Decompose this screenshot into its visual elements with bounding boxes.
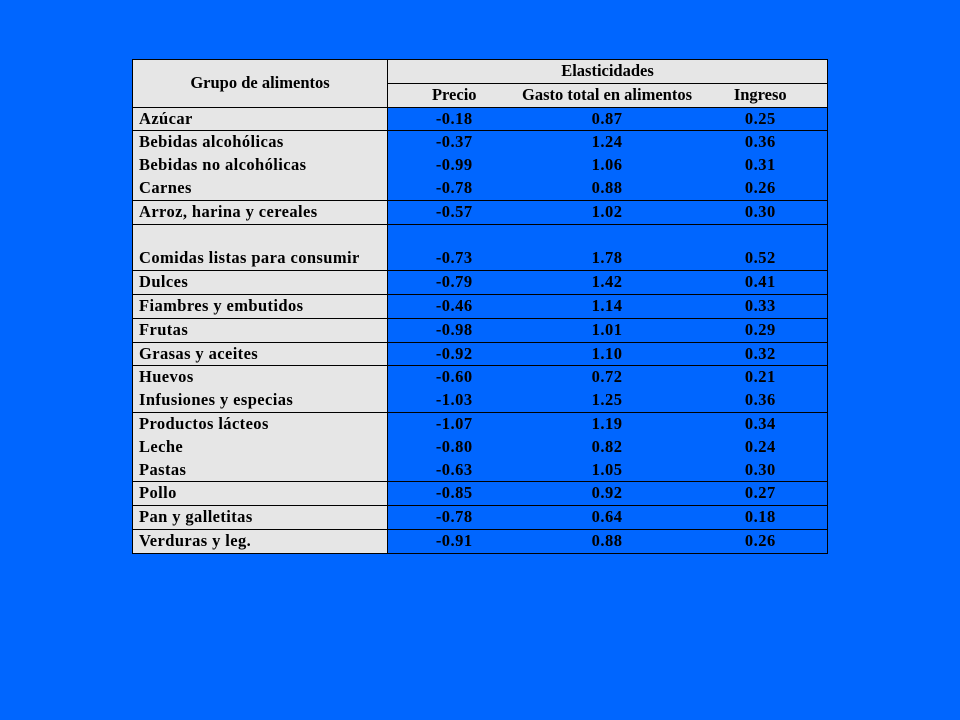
expenditure-elasticity-cell: 0.64 [521,506,694,530]
price-elasticity-cell: -0.79 [388,271,521,295]
food-group-cell: Dulces [133,271,388,295]
expenditure-elasticity-cell: 1.19 [521,412,694,435]
price-elasticity-cell: -0.85 [388,482,521,506]
income-elasticity-cell: 0.36 [694,131,828,154]
elasticities-header: Elasticidades [388,60,828,84]
expenditure-elasticity-cell: 1.10 [521,342,694,366]
table-row [133,436,828,459]
income-elasticity-cell: 0.41 [694,271,828,295]
income-elasticity-cell: 0.18 [694,506,828,530]
price-elasticity-cell: -0.46 [388,294,521,318]
income-elasticity-cell: 0.26 [694,529,828,553]
food-group-cell: Carnes [133,177,388,200]
expenditure-elasticity-cell: 0.82 [521,436,694,459]
price-elasticity-cell: -0.57 [388,200,521,224]
food-group-cell: Huevos [133,366,388,389]
price-elasticity-cell: -0.99 [388,154,521,177]
elasticity-table [132,59,828,554]
table-row [133,342,828,366]
table-row [133,412,828,435]
price-elasticity-cell: -0.78 [388,177,521,200]
table-row [133,459,828,482]
expenditure-elasticity-cell: 1.24 [521,131,694,154]
table-row [133,224,828,271]
table-row [133,177,828,200]
table-row [133,154,828,177]
price-elasticity-cell: -0.18 [388,107,521,131]
table-row [133,131,828,154]
table-row [133,389,828,412]
expenditure-elasticity-cell: 0.72 [521,366,694,389]
income-elasticity-cell: 0.30 [694,200,828,224]
income-elasticity-cell: 0.27 [694,482,828,506]
table-row [133,271,828,295]
income-elasticity-cell: 0.33 [694,294,828,318]
table-row [133,294,828,318]
expenditure-elasticity-cell: 0.88 [521,177,694,200]
price-elasticity-cell: -0.80 [388,436,521,459]
food-group-cell: Verduras y leg. [133,529,388,553]
price-elasticity-cell: -0.63 [388,459,521,482]
expenditure-elasticity-cell: 1.78 [521,224,694,271]
price-elasticity-cell: -0.73 [388,224,521,271]
food-group-cell: Fiambres y embutidos [133,294,388,318]
food-group-cell: Infusiones y especias [133,389,388,412]
price-elasticity-cell: -0.98 [388,318,521,342]
food-group-cell: Pollo [133,482,388,506]
food-group-cell: Arroz, harina y cereales [133,200,388,224]
expenditure-elasticity-cell: 0.87 [521,107,694,131]
price-elasticity-cell: -0.37 [388,131,521,154]
table-row [133,107,828,131]
table-row [133,482,828,506]
food-group-cell: Frutas [133,318,388,342]
price-elasticity-cell: -0.91 [388,529,521,553]
expenditure-elasticity-cell: 1.42 [521,271,694,295]
food-group-cell: Productos lácteos [133,412,388,435]
group-header: Grupo de alimentos [133,60,388,108]
income-elasticity-cell: 0.36 [694,389,828,412]
income-elasticity-cell: 0.32 [694,342,828,366]
expenditure-elasticity-cell: 0.88 [521,529,694,553]
income-elasticity-cell: 0.52 [694,224,828,271]
food-group-cell: Azúcar [133,107,388,131]
table-row [133,318,828,342]
food-group-cell: Grasas y aceites [133,342,388,366]
food-group-cell: Pan y galletitas [133,506,388,530]
income-elasticity-cell: 0.21 [694,366,828,389]
table-row [133,200,828,224]
gasto-header: Gasto total en alimentos [521,83,694,107]
food-group-cell: Pastas [133,459,388,482]
expenditure-elasticity-cell: 1.25 [521,389,694,412]
expenditure-elasticity-cell: 0.92 [521,482,694,506]
expenditure-elasticity-cell: 1.06 [521,154,694,177]
food-group-cell: Bebidas alcohólicas [133,131,388,154]
income-elasticity-cell: 0.24 [694,436,828,459]
expenditure-elasticity-cell: 1.01 [521,318,694,342]
price-elasticity-cell: -0.60 [388,366,521,389]
income-elasticity-cell: 0.34 [694,412,828,435]
expenditure-elasticity-cell: 1.02 [521,200,694,224]
table-row [133,506,828,530]
expenditure-elasticity-cell: 1.14 [521,294,694,318]
price-elasticity-cell: -1.07 [388,412,521,435]
income-elasticity-cell: 0.26 [694,177,828,200]
table-row [133,529,828,553]
price-elasticity-cell: -0.92 [388,342,521,366]
food-group-cell: Leche [133,436,388,459]
income-elasticity-cell: 0.30 [694,459,828,482]
table-body [133,107,828,553]
price-elasticity-cell: -1.03 [388,389,521,412]
food-group-cell: Bebidas no alcohólicas [133,154,388,177]
ingreso-header: Ingreso [694,83,828,107]
food-group-cell: Comidas listas para consumir [133,224,388,271]
table-row [133,366,828,389]
income-elasticity-cell: 0.29 [694,318,828,342]
income-elasticity-cell: 0.31 [694,154,828,177]
price-elasticity-cell: -0.78 [388,506,521,530]
expenditure-elasticity-cell: 1.05 [521,459,694,482]
precio-header: Precio [388,83,521,107]
income-elasticity-cell: 0.25 [694,107,828,131]
